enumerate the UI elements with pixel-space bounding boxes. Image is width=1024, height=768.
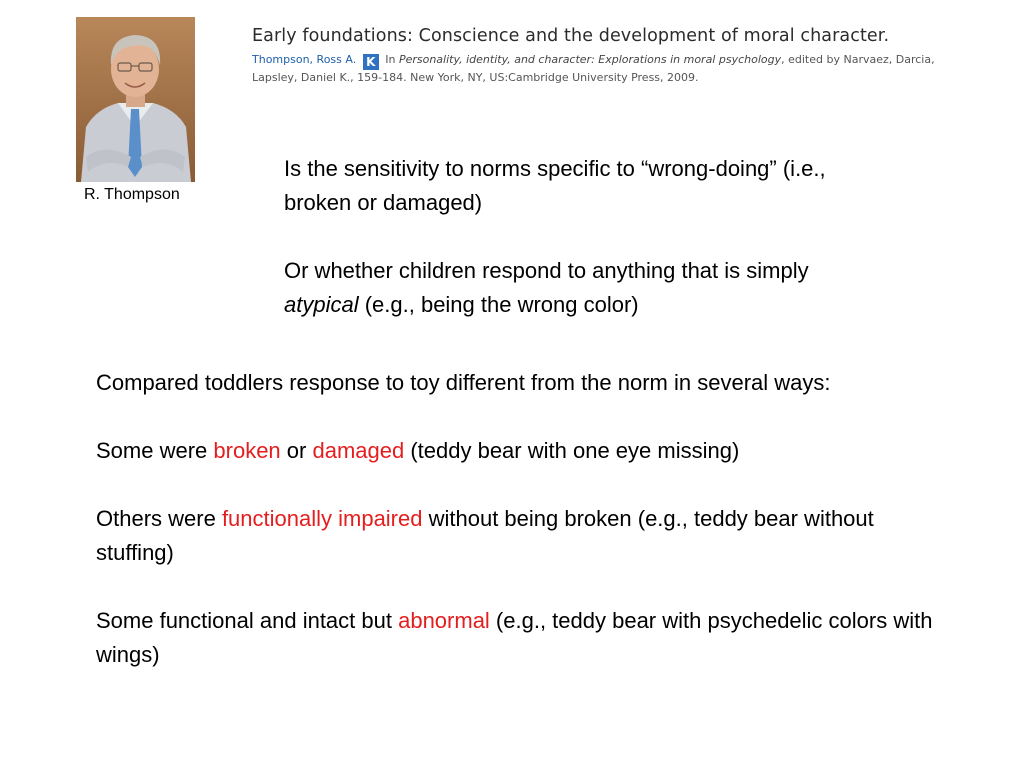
text: Others were (96, 506, 222, 531)
text: (teddy bear with one eye missing) (404, 438, 740, 463)
portrait-photo (76, 17, 195, 182)
question-block (284, 152, 844, 322)
photo-caption: R. Thompson (84, 186, 180, 203)
k-icon[interactable]: K (363, 54, 379, 70)
highlight-abnormal: abnormal (398, 608, 490, 633)
functionally-impaired-paragraph (96, 502, 936, 570)
reference-title: Early foundations: Conscience and the development of moral character. (252, 26, 890, 46)
question-paragraph-2 (284, 254, 844, 322)
text: (e.g., teddy bear with psychedelic colors with wings) (96, 608, 933, 667)
question-text-end: (e.g., being the wrong color) (358, 292, 639, 317)
question-paragraph-1: Is the sensitivity to norms specific to “wrong-doing” (i.e., broken or damaged) (284, 156, 826, 215)
highlight-broken: broken (213, 438, 281, 463)
reference-citation (252, 52, 982, 86)
in-label: In (385, 53, 396, 66)
book-title: Personality, identity, and character: Explorations in moral psychology (398, 53, 782, 66)
question-text: Or whether children respond to anything that is simply (284, 258, 809, 283)
text: or (280, 438, 313, 463)
citation-details: , edited by Narvaez, Darcia, Lapsley, Daniel K., 159-184. New York, NY, US:Cambridge University Press, 2009. (252, 53, 935, 84)
text: without being broken (e.g., teddy bear without stuffing) (96, 506, 874, 565)
main-content (96, 366, 936, 672)
highlight-functionally-impaired: functionally impaired (221, 506, 423, 531)
broken-damaged-paragraph (96, 434, 936, 468)
text: Some were (96, 438, 214, 463)
intro-paragraph: Compared toddlers response to toy different from the norm in several ways: (96, 370, 831, 395)
abnormal-paragraph (96, 604, 936, 672)
text: Some functional and intact but (96, 608, 399, 633)
author-link[interactable]: Thompson, Ross A. (252, 53, 357, 66)
reference-block (252, 26, 982, 86)
atypical-emphasis: atypical (284, 292, 359, 317)
highlight-damaged: damaged (312, 438, 405, 463)
